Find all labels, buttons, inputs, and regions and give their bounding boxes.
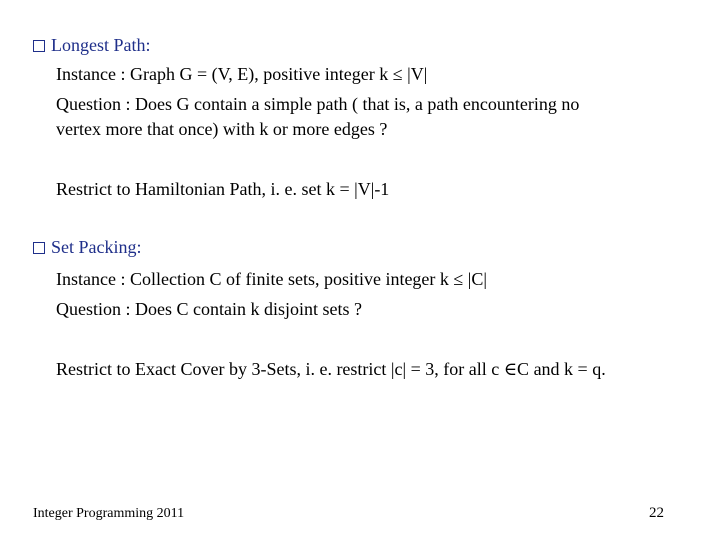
section-heading-longest-path xyxy=(33,34,151,56)
restriction-line: Restrict to Exact Cover by 3-Sets, i. e. restrict |c| = 3, for all c ∈C and k = q. xyxy=(56,359,606,379)
question-line: Question : Does G contain a simple path ( that is, a path encountering no xyxy=(56,94,580,114)
footer-page-number: 22 xyxy=(649,505,664,521)
question-line-continued: vertex more that once) with k or more edges ? xyxy=(56,119,388,139)
heading-text: Longest Path: xyxy=(51,35,151,55)
section-heading-set-packing xyxy=(33,236,142,258)
heading-text: Set Packing: xyxy=(51,237,142,257)
square-bullet-icon xyxy=(33,242,45,254)
restriction-line: Restrict to Hamiltonian Path, i. e. set k = |V|-1 xyxy=(56,179,390,199)
instance-line: Instance : Collection C of finite sets, positive integer k ≤ |C| xyxy=(56,269,488,289)
instance-line: Instance : Graph G = (V, E), positive integer k ≤ |V| xyxy=(56,64,428,84)
square-bullet-icon xyxy=(33,40,45,52)
question-line: Question : Does C contain k disjoint sets ? xyxy=(56,299,362,319)
footer-course-title: Integer Programming 2011 xyxy=(33,506,185,521)
